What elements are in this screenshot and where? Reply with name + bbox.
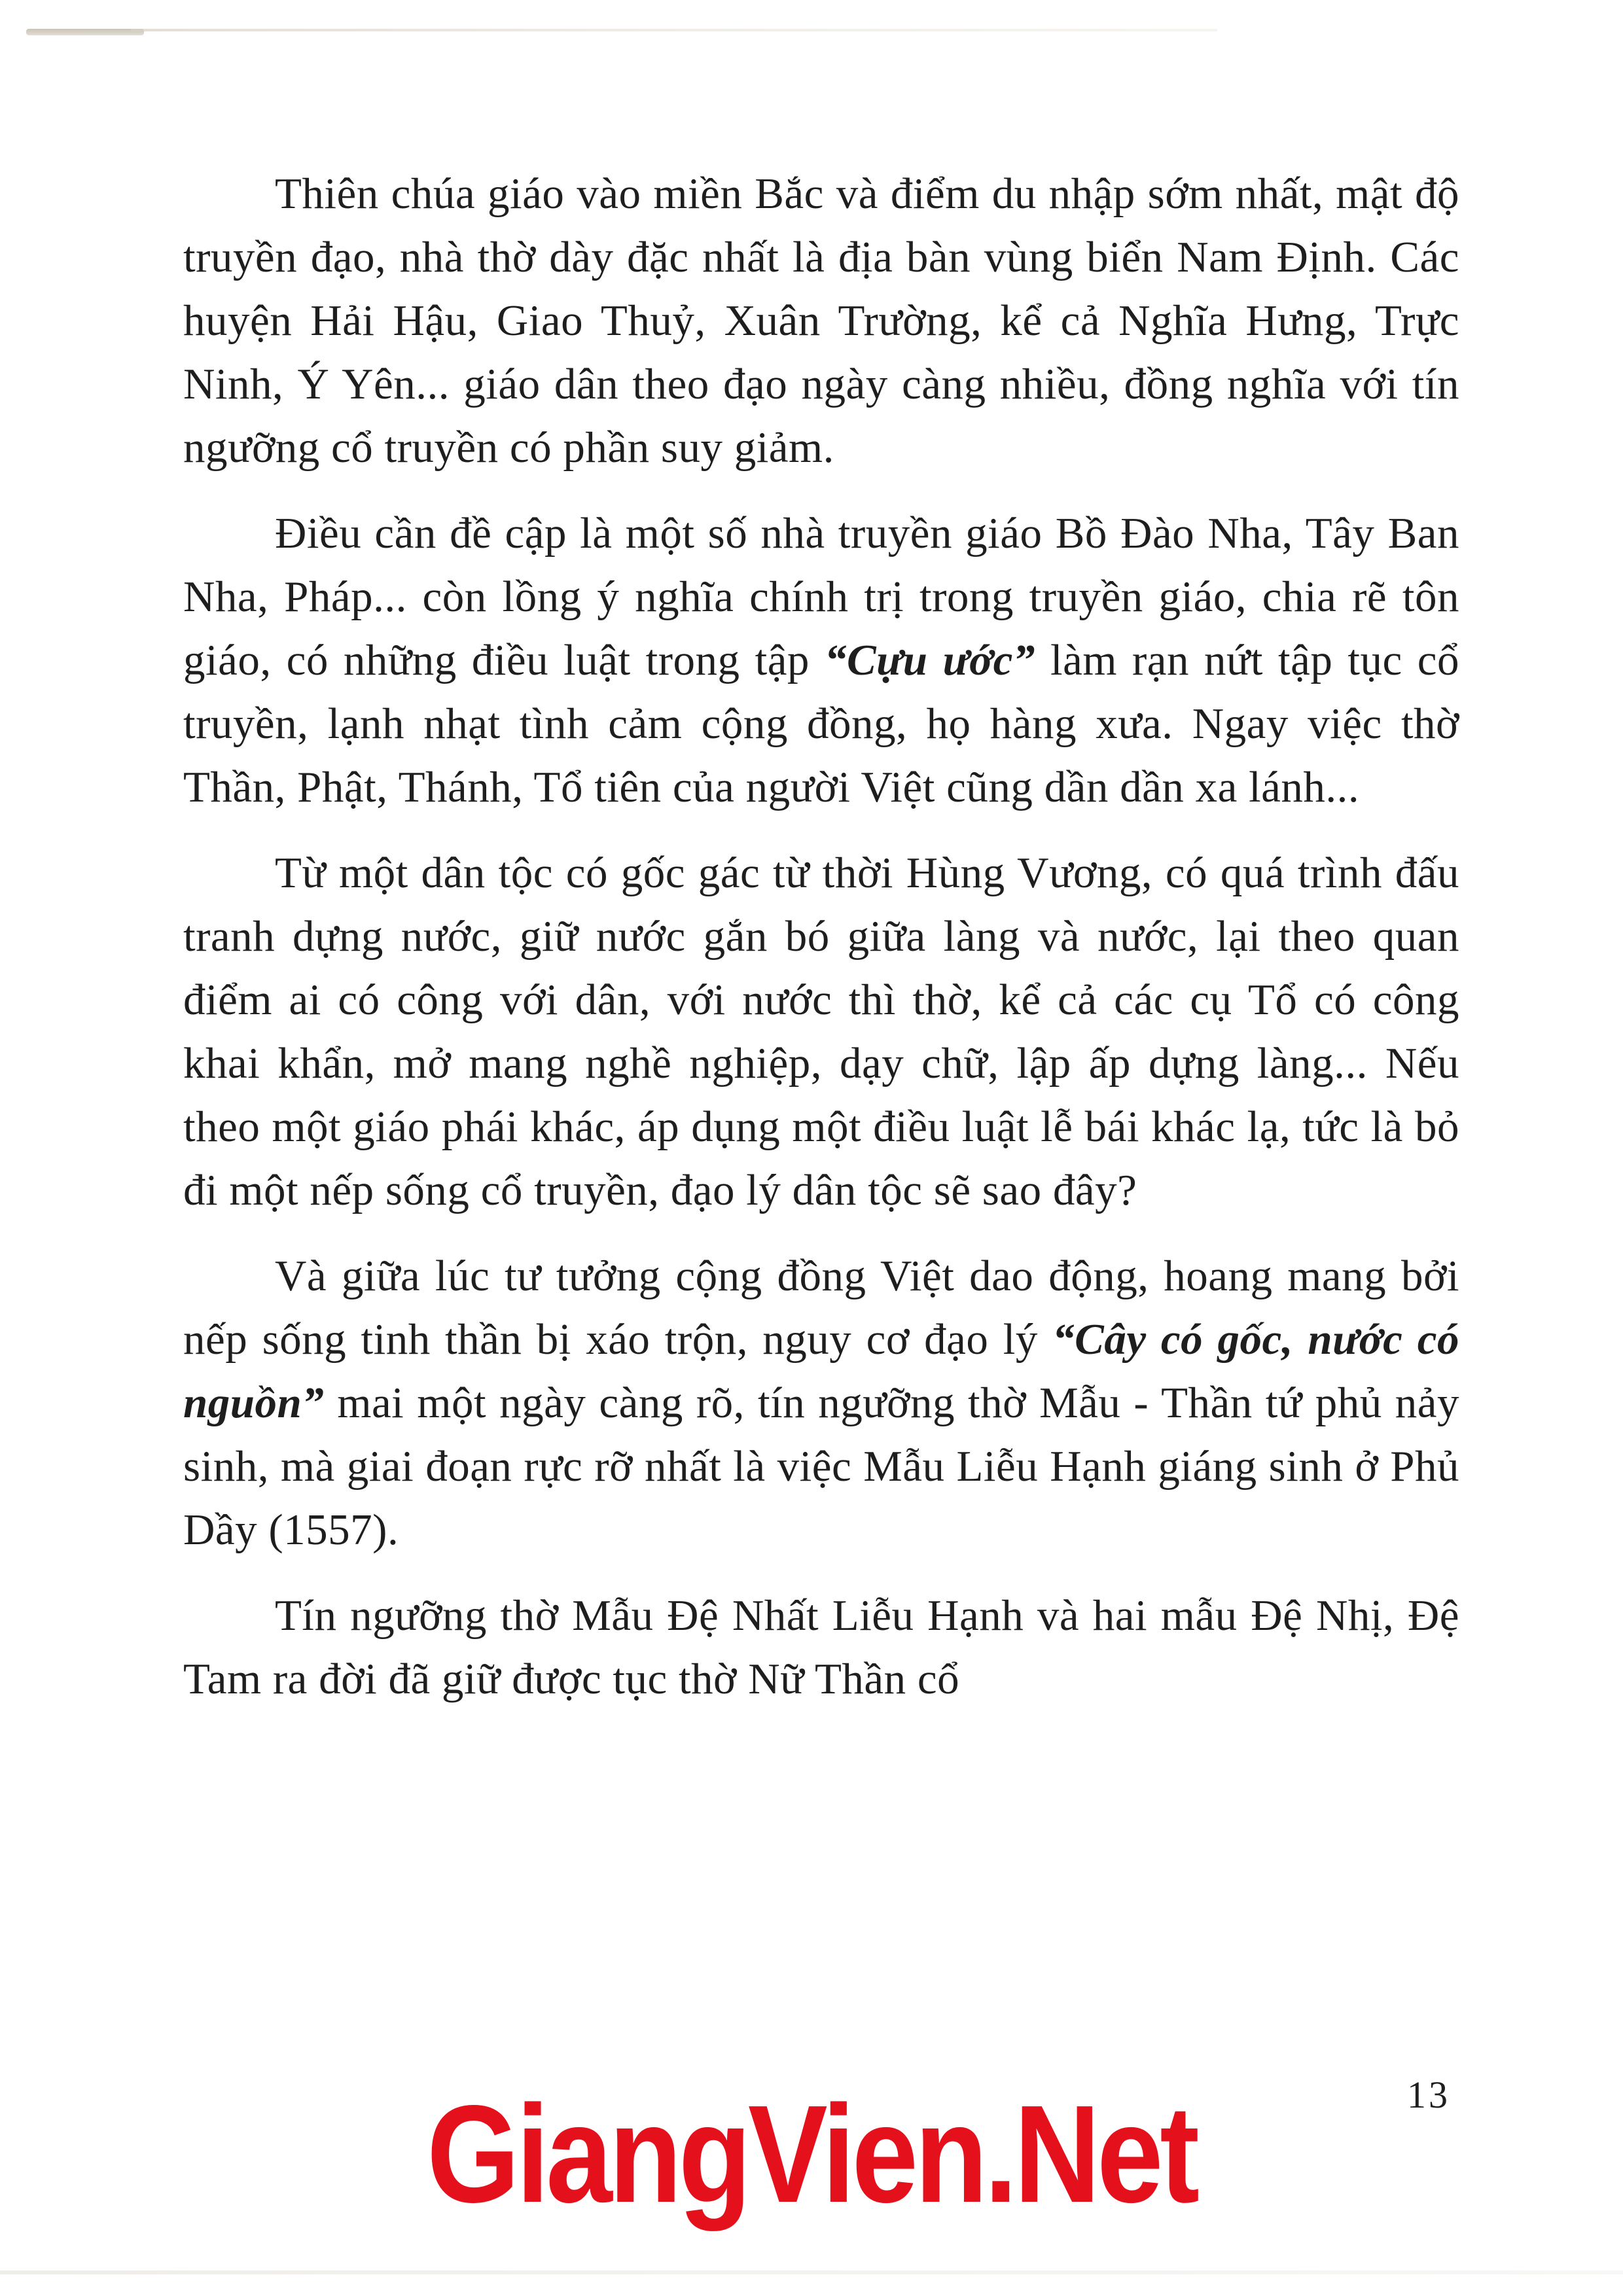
paragraph-3: Từ một dân tộc có gốc gác từ thời Hùng Vương, có quá trình đấu tranh dựng nước, giữ nước gắn bó giữa làng và nước, lại theo quan điểm ai có công với dân, với nước thì thờ, kể cả các cụ Tổ có công khai khẩn, mở mang nghề nghiệp, dạy chữ, lập ấp dựng làng... Nếu theo một giáo phái khác, áp dụng một điều luật lễ bái khác lạ, tức là bỏ đi một nếp sống cổ truyền, đạo lý dân tộc sẽ sao đây? (183, 849, 1459, 1214)
paragraph-2-text-after: làm rạn nứt tập tục cổ truyền, lạnh nhạt tình cảm cộng đồng, họ hàng xưa. Ngay việc thờ Thần, Phật, Thánh, Tổ tiên của người Việt cũng dần dần xa lánh... (183, 636, 1459, 811)
quote-cuu-uoc: “Cựu ước” (824, 636, 1035, 684)
paragraph-1: Thiên chúa giáo vào miền Bắc và điểm du nhập sớm nhất, mật độ truyền đạo, nhà thờ dày đặc nhất là địa bàn vùng biển Nam Định. Các huyện Hải Hậu, Giao Thuỷ, Xuân Trường, kể cả Nghĩa Hưng, Trực Ninh, Ý Yên... giáo dân theo đạo ngày càng nhiều, đồng nghĩa với tín ngưỡng cổ truyền có phần suy giảm. (183, 169, 1459, 472)
quote-cay-co-goc: “Cây có gốc, nước có nguồn” (183, 1315, 1459, 1427)
scan-edge-bottom (0, 2270, 1623, 2274)
paragraph-5: Tín ngưỡng thờ Mẫu Đệ Nhất Liễu Hạnh và hai mẫu Đệ Nhị, Đệ Tam ra đời đã giữ được tục thờ Nữ Thần cổ (183, 1591, 1459, 1703)
scan-edge-top-left (26, 29, 144, 35)
paragraph-4-text-before: Và giữa lúc tư tưởng cộng đồng Việt dao động, hoang mang bởi nếp sống tinh thần bị xáo trộn, nguy cơ đạo lý (183, 1252, 1459, 1364)
paragraph-4 (183, 1245, 1459, 1562)
watermark: GiangVien.Net (427, 2076, 1196, 2231)
paragraph-4-text-after: mai một ngày càng rõ, tín ngưỡng thờ Mẫu - Thần tứ phủ nảy sinh, mà giai đoạn rực rỡ nhất là việc Mẫu Liễu Hạnh giáng sinh ở Phủ Dầy (1557). (183, 1379, 1459, 1554)
paragraph-2 (183, 502, 1459, 819)
page-body (183, 162, 1459, 1733)
paragraph-2-text-before: Điều cần đề cập là một số nhà truyền giáo Bồ Đào Nha, Tây Ban Nha, Pháp... còn lồng ý nghĩa chính trị trong truyền giáo, chia rẽ tôn giáo, có những điều luật trong tập (183, 509, 1459, 684)
scan-edge-top (131, 29, 1217, 31)
page-number: 13 (1407, 2074, 1450, 2116)
